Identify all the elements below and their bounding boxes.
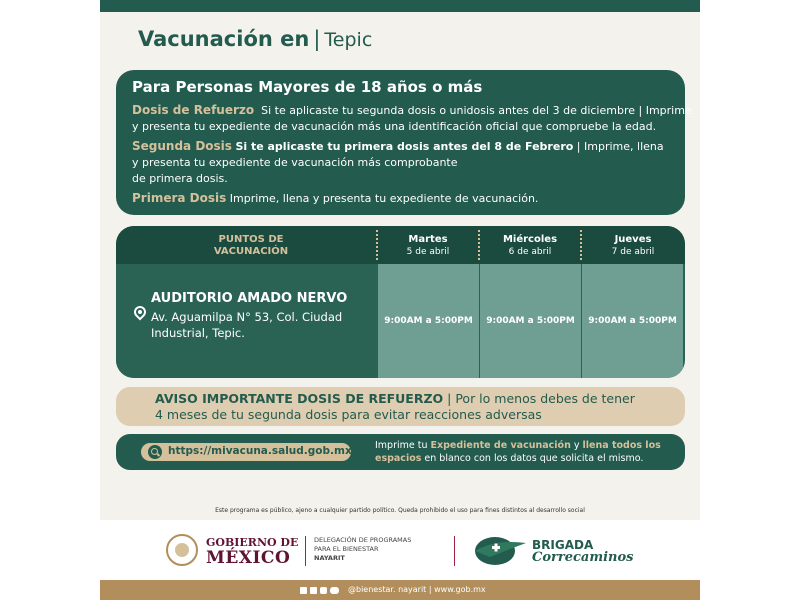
day-header-2 xyxy=(479,234,581,258)
dose-info-panel xyxy=(116,70,692,215)
hours-cell-3: 9:00AM a 5:00PM xyxy=(582,264,683,378)
instr-text-3: en blanco con los datos que solicita el mismo. xyxy=(421,453,644,464)
primera-text: Imprime, llena y presenta tu expediente de vacunación. xyxy=(229,192,539,205)
notice-line-1 xyxy=(155,391,685,407)
header-line-2: VACUNACIÓN xyxy=(213,246,289,257)
segunda-text-1: | Imprime, llena xyxy=(573,140,664,153)
refuerzo-line-2: y presenta tu expediente de vacunación más una identificación oficial que compruebe la edad. xyxy=(132,120,657,133)
instr-bold-3: espacios xyxy=(375,453,422,464)
delegacion-text xyxy=(314,536,411,563)
mexico-seal-icon xyxy=(166,534,198,566)
refuerzo-label: Dosis de Refuerzo xyxy=(132,103,255,117)
location-pin-dot xyxy=(138,310,142,314)
delegacion-line-2: PARA EL BIENESTAR xyxy=(314,545,379,553)
instructions-line-1 xyxy=(375,439,661,452)
hours-cell-2: 9:00AM a 5:00PM xyxy=(480,264,581,378)
segunda-line-3: de primera dosis. xyxy=(132,172,228,185)
day-name: Miércoles xyxy=(502,234,558,245)
footer-divider xyxy=(454,536,455,566)
registration-instructions xyxy=(375,439,661,465)
social-handles: @bienestar. nayarit | www.gob.mx xyxy=(348,585,486,594)
gobierno-line-2: MÉXICO xyxy=(206,548,291,568)
notice-line-2: 4 meses de tu segunda dosis para evitar reacciones adversas xyxy=(155,407,542,422)
day-date: 5 de abril xyxy=(406,247,450,257)
segunda-line-1 xyxy=(132,138,685,155)
instructions-line-2 xyxy=(375,452,661,465)
footer-divider xyxy=(305,536,306,566)
schedule-header-label xyxy=(176,234,326,258)
search-icon xyxy=(148,445,162,459)
venue-cell xyxy=(116,264,377,378)
header-line-1: PUNTOS DE xyxy=(218,234,284,245)
primera-line xyxy=(132,190,685,207)
registration-url[interactable]: https://mivacuna.salud.gob.mx/ xyxy=(168,445,356,457)
info-heading: Para Personas Mayores de 18 años o más xyxy=(132,78,483,96)
venue-name: AUDITORIO AMADO NERVO xyxy=(151,291,348,306)
instr-bold-1: Expediente de vacunación xyxy=(430,440,571,451)
facebook-icon[interactable] xyxy=(300,587,307,594)
booster-notice xyxy=(116,387,685,426)
url-pill[interactable] xyxy=(141,443,356,461)
footer-logos xyxy=(100,520,700,580)
title-separator: | xyxy=(313,27,321,51)
day-date: 7 de abril xyxy=(611,247,655,257)
segunda-condition: Si te aplicaste tu primera dosis antes del 8 de Febrero xyxy=(235,140,574,153)
refuerzo-text-1: Si te aplicaste tu segunda dosis o unidosis antes del 3 de diciembre | Imprime xyxy=(261,104,692,117)
roadrunner-logo-icon xyxy=(470,533,528,567)
brigada-line-2: Correcaminos xyxy=(532,550,634,565)
day-header-3 xyxy=(582,234,684,258)
address-line-2: Industrial, Tepic. xyxy=(151,326,245,340)
twitter-icon[interactable] xyxy=(310,587,317,594)
delegacion-line-3: NAYARIT xyxy=(314,554,345,562)
social-bar xyxy=(100,580,700,600)
title-city: Tepic xyxy=(324,29,373,51)
gobierno-line-1: GOBIERNO DE xyxy=(206,536,299,549)
top-bar xyxy=(100,0,700,12)
venue-address xyxy=(151,309,342,341)
primera-label: Primera Dosis xyxy=(132,191,227,205)
segunda-label: Segunda Dosis xyxy=(132,139,232,153)
address-line-1: Av. Aguamilpa N° 53, Col. Ciudad xyxy=(151,310,343,324)
legal-disclaimer: Este programa es público, ajeno a cualquier partido político. Queda prohibido el uso para fines distintos al desarrollo social xyxy=(215,507,585,514)
day-name: Martes xyxy=(408,234,448,245)
brigada-line-1: BRIGADA xyxy=(532,538,594,552)
day-header-1 xyxy=(377,234,479,258)
instr-bold-2: llena todos los xyxy=(582,440,661,451)
segunda-line-2: y presenta tu expediente de vacunación más comprobante xyxy=(132,156,458,169)
registration-banner xyxy=(116,434,685,470)
instr-text-1: Imprime tu xyxy=(375,440,431,451)
page-title xyxy=(138,27,372,51)
instr-text-2: y xyxy=(570,440,583,451)
refuerzo-line-1 xyxy=(132,102,692,119)
day-name: Jueves xyxy=(614,234,652,245)
day-date: 6 de abril xyxy=(508,247,552,257)
hours-cell-1: 9:00AM a 5:00PM xyxy=(378,264,479,378)
schedule-header xyxy=(116,226,685,264)
delegacion-line-1: DELEGACIÓN DE PROGRAMAS xyxy=(314,536,412,544)
youtube-icon[interactable] xyxy=(330,587,339,594)
notice-text: | Por lo menos debes de tener xyxy=(443,391,635,406)
title-prefix: Vacunación en xyxy=(138,27,310,51)
instagram-icon[interactable] xyxy=(320,587,327,594)
notice-bold: AVISO IMPORTANTE DOSIS DE REFUERZO xyxy=(155,391,444,406)
vaccination-poster xyxy=(100,0,700,600)
schedule-table xyxy=(116,226,685,378)
